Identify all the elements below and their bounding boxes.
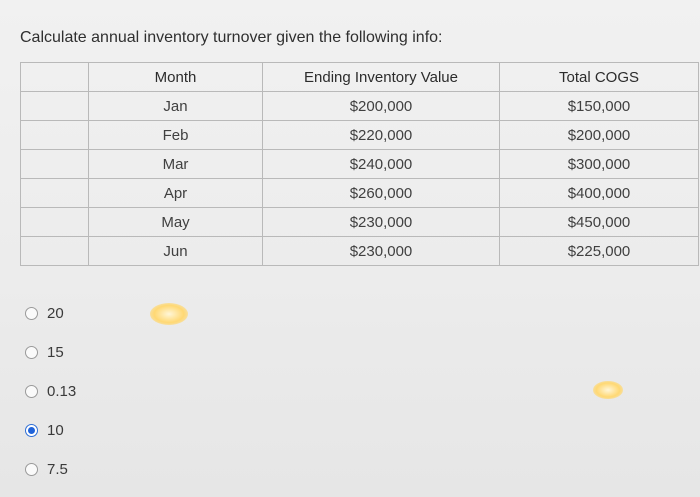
answer-option-label: 15 (47, 344, 64, 361)
table-cell-blank (21, 150, 89, 179)
table-row (21, 121, 699, 150)
table-header-blank (21, 63, 89, 92)
table-cell-month: May (89, 208, 263, 237)
radio-button-icon[interactable] (25, 307, 38, 320)
table-cell-total-cogs: $200,000 (500, 121, 699, 150)
answer-option-20[interactable] (25, 294, 76, 333)
radio-button-icon[interactable] (25, 463, 38, 476)
table-cell-total-cogs: $450,000 (500, 208, 699, 237)
answer-option-7-5[interactable] (25, 450, 76, 489)
table-cell-blank (21, 121, 89, 150)
answer-option-label: 0.13 (47, 383, 77, 400)
radio-button-icon[interactable] (25, 385, 38, 398)
table-cell-total-cogs: $400,000 (500, 179, 699, 208)
table-header-row (21, 63, 699, 92)
table-cell-month: Feb (89, 121, 263, 150)
radio-button-selected-icon[interactable] (25, 424, 38, 437)
table-cell-blank (21, 208, 89, 237)
table-cell-total-cogs: $225,000 (500, 237, 699, 266)
answer-option-label: 7.5 (47, 461, 68, 478)
light-glare (150, 303, 188, 325)
table-cell-ending-inventory: $230,000 (263, 237, 500, 266)
table-row (21, 92, 699, 121)
table-cell-blank (21, 92, 89, 121)
question-text: Calculate annual inventory turnover given the following info: (20, 29, 443, 46)
table-cell-total-cogs: $300,000 (500, 150, 699, 179)
table-row (21, 208, 699, 237)
table-header-ending-inventory: Ending Inventory Value (263, 63, 500, 92)
answer-option-15[interactable] (25, 333, 76, 372)
table-cell-blank (21, 179, 89, 208)
table-cell-month: Mar (89, 150, 263, 179)
table-cell-blank (21, 237, 89, 266)
table-cell-ending-inventory: $260,000 (263, 179, 500, 208)
table-row (21, 237, 699, 266)
table-cell-ending-inventory: $200,000 (263, 92, 500, 121)
radio-button-icon[interactable] (25, 346, 38, 359)
answer-options (25, 294, 76, 489)
table-row (21, 150, 699, 179)
table-row (21, 179, 699, 208)
answer-option-label: 20 (47, 305, 64, 322)
table-cell-total-cogs: $150,000 (500, 92, 699, 121)
inventory-table (20, 62, 699, 266)
table-header-total-cogs: Total COGS (500, 63, 699, 92)
answer-option-10[interactable] (25, 411, 76, 450)
answer-option-label: 10 (47, 422, 64, 439)
table-cell-month: Jun (89, 237, 263, 266)
answer-option-0-13[interactable] (25, 372, 76, 411)
light-glare (593, 381, 623, 399)
table-cell-ending-inventory: $230,000 (263, 208, 500, 237)
table-cell-ending-inventory: $220,000 (263, 121, 500, 150)
table-cell-ending-inventory: $240,000 (263, 150, 500, 179)
table-cell-month: Apr (89, 179, 263, 208)
table-header-month: Month (89, 63, 263, 92)
table-cell-month: Jan (89, 92, 263, 121)
